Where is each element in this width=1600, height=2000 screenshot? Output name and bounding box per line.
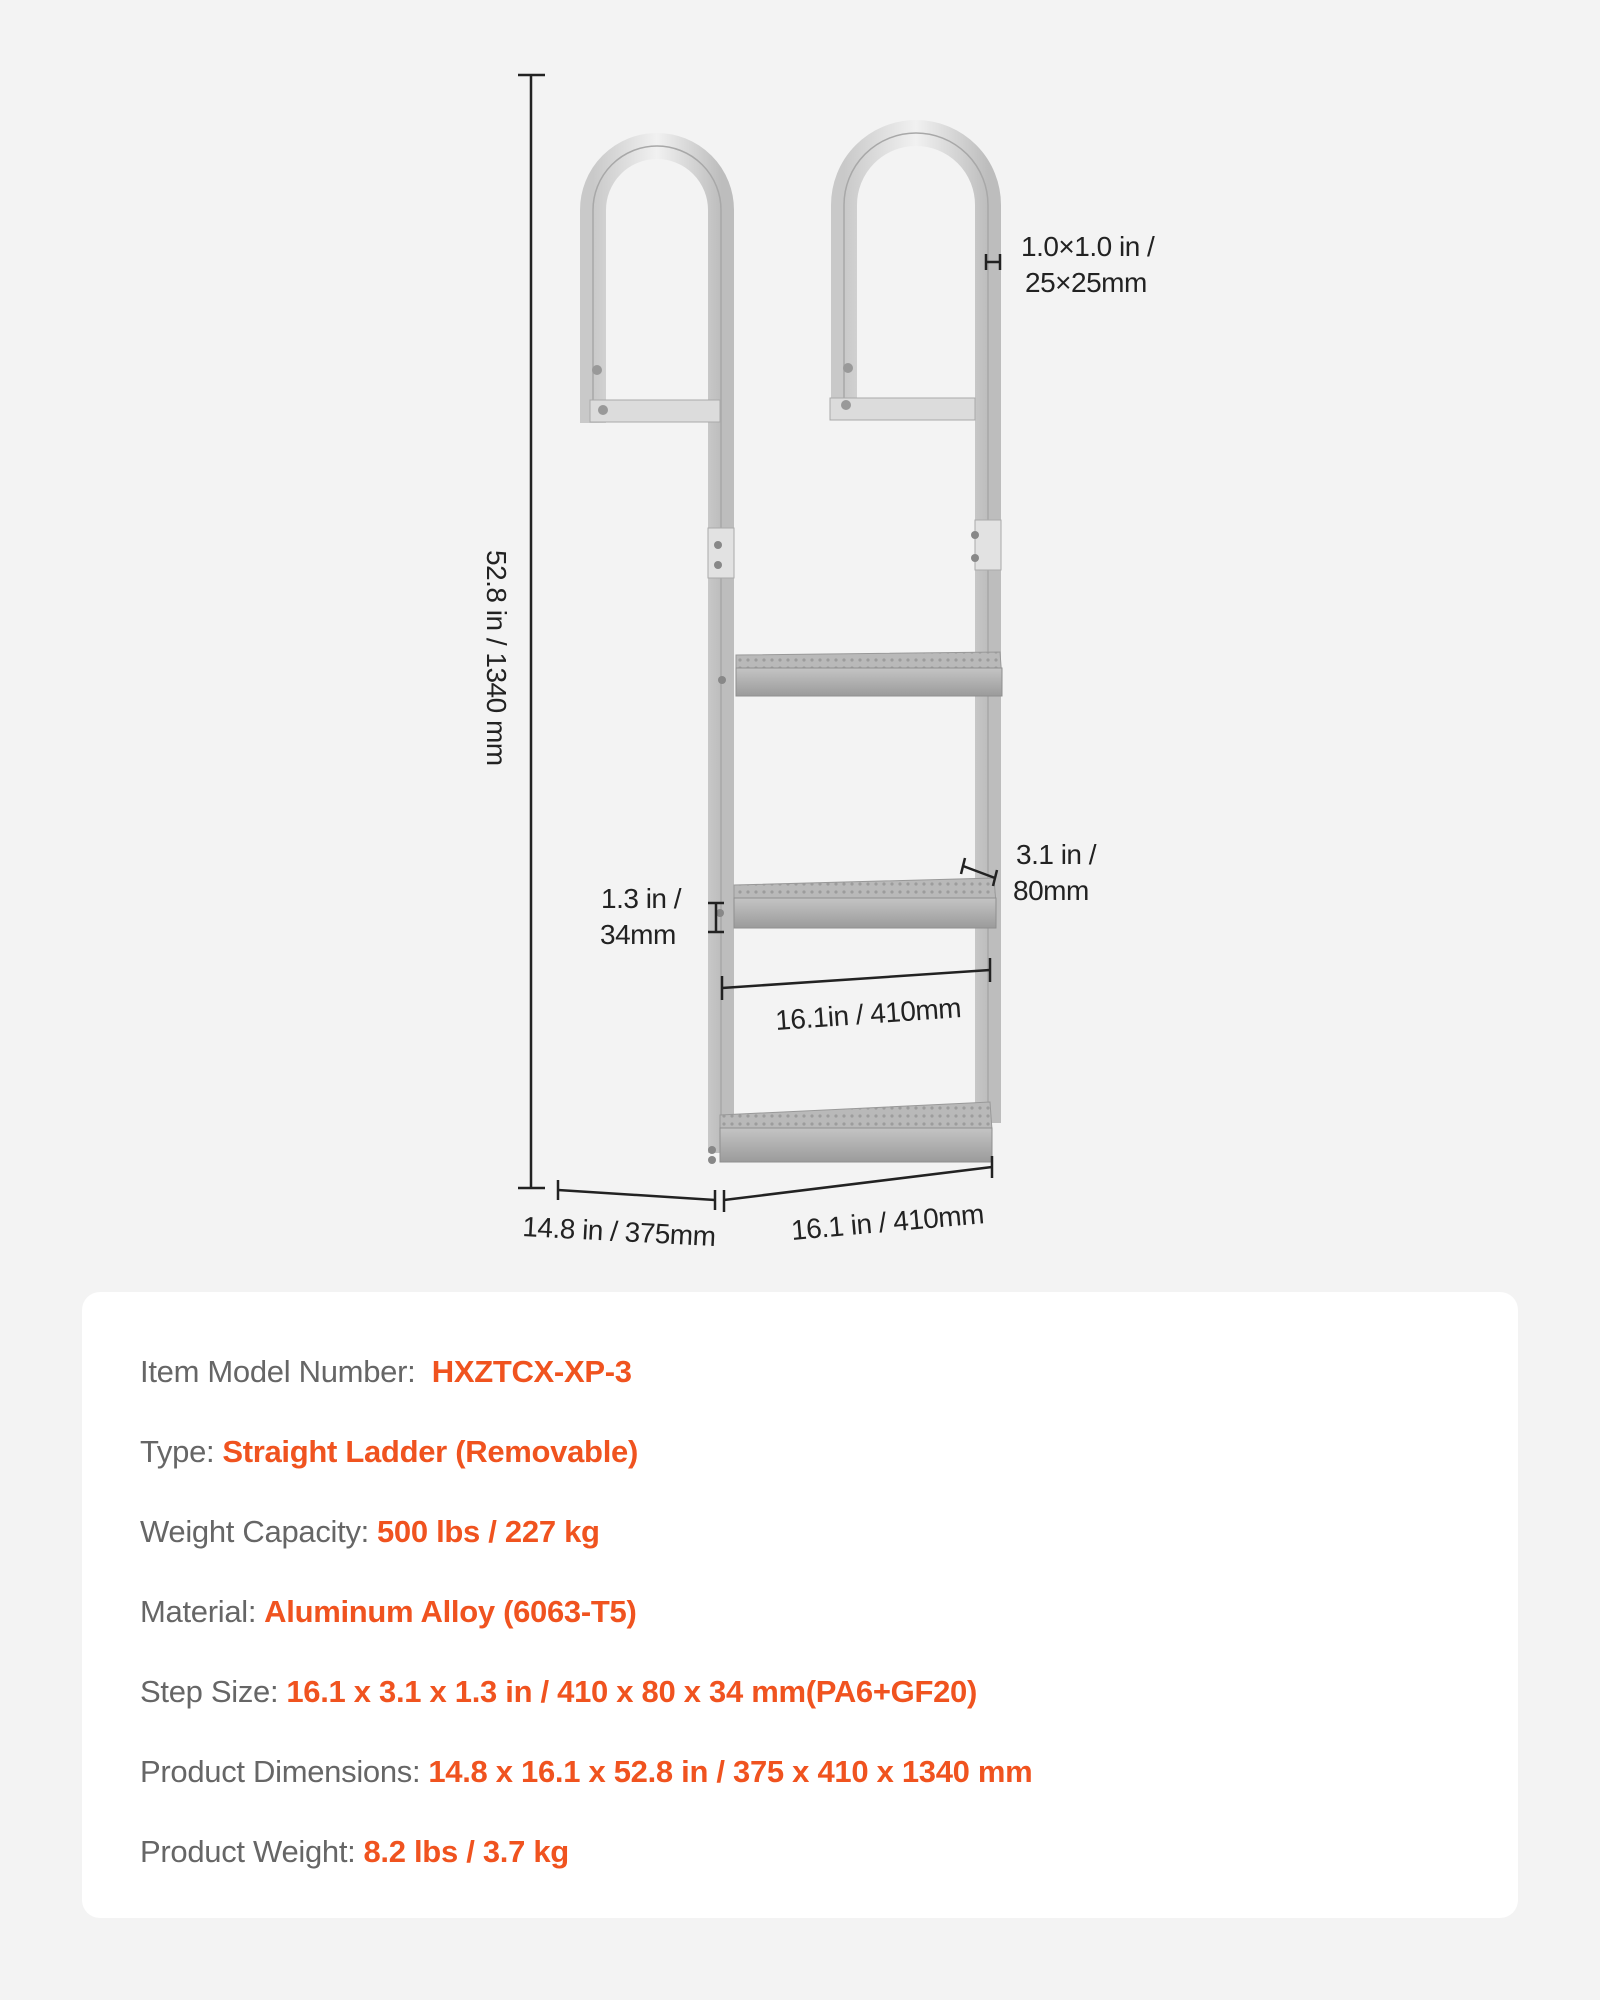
step-width-label: 16.1in / 410mm [774, 992, 962, 1036]
spec-material [140, 1592, 637, 1632]
base-depth-label: 14.8 in / 375mm [521, 1211, 717, 1253]
right-bracket [830, 398, 975, 420]
spec-value: 14.8 x 16.1 x 52.8 in / 375 x 410 x 1340 mm [428, 1754, 1033, 1789]
spec-value: 500 lbs / 227 kg [376, 1514, 600, 1549]
step-depth-label-line1: 3.1 in / [1016, 839, 1097, 870]
step-depth-label-line2: 80mm [1013, 875, 1089, 906]
spec-weight-capacity [140, 1512, 600, 1552]
spec-model-number [140, 1352, 632, 1392]
step-top [736, 652, 1002, 696]
spec-value: HXZTCX-XP-3 [431, 1354, 632, 1389]
step-bottom [720, 1102, 992, 1162]
spec-label: Type: [140, 1434, 215, 1469]
spec-label: Product Dimensions: [140, 1754, 421, 1789]
spec-product-weight [140, 1832, 569, 1872]
spec-value: 8.2 lbs / 3.7 kg [363, 1834, 569, 1869]
spec-label: Step Size: [140, 1674, 279, 1709]
spec-label: Item Model Number: [140, 1354, 424, 1389]
left-handrail [593, 146, 721, 1140]
height-label: 52.8 in / 1340 mm [481, 550, 512, 766]
step-middle [734, 878, 996, 928]
spec-step-size [140, 1672, 977, 1712]
spec-value: Aluminum Alloy (6063-T5) [264, 1594, 637, 1629]
tube-size-label-line2: 25×25mm [1025, 267, 1147, 298]
left-bracket [590, 400, 720, 422]
step-thickness-label-line2: 34mm [600, 919, 676, 950]
step-thickness-label-line1: 1.3 in / [601, 883, 682, 914]
base-width-label: 16.1 in / 410mm [789, 1198, 986, 1246]
spec-label: Product Weight: [140, 1834, 356, 1869]
spec-card [82, 1292, 1518, 1918]
spec-type [140, 1432, 638, 1472]
spec-value: 16.1 x 3.1 x 1.3 in / 410 x 80 x 34 mm(PA6+GF20) [286, 1674, 978, 1709]
right-handrail [844, 133, 988, 1110]
spec-label: Weight Capacity: [140, 1514, 369, 1549]
spec-label: Material: [140, 1594, 257, 1629]
tube-size-label-line1: 1.0×1.0 in / [1021, 231, 1155, 262]
spec-value: Straight Ladder (Removable) [222, 1434, 638, 1469]
spec-product-dimensions [140, 1752, 1032, 1792]
